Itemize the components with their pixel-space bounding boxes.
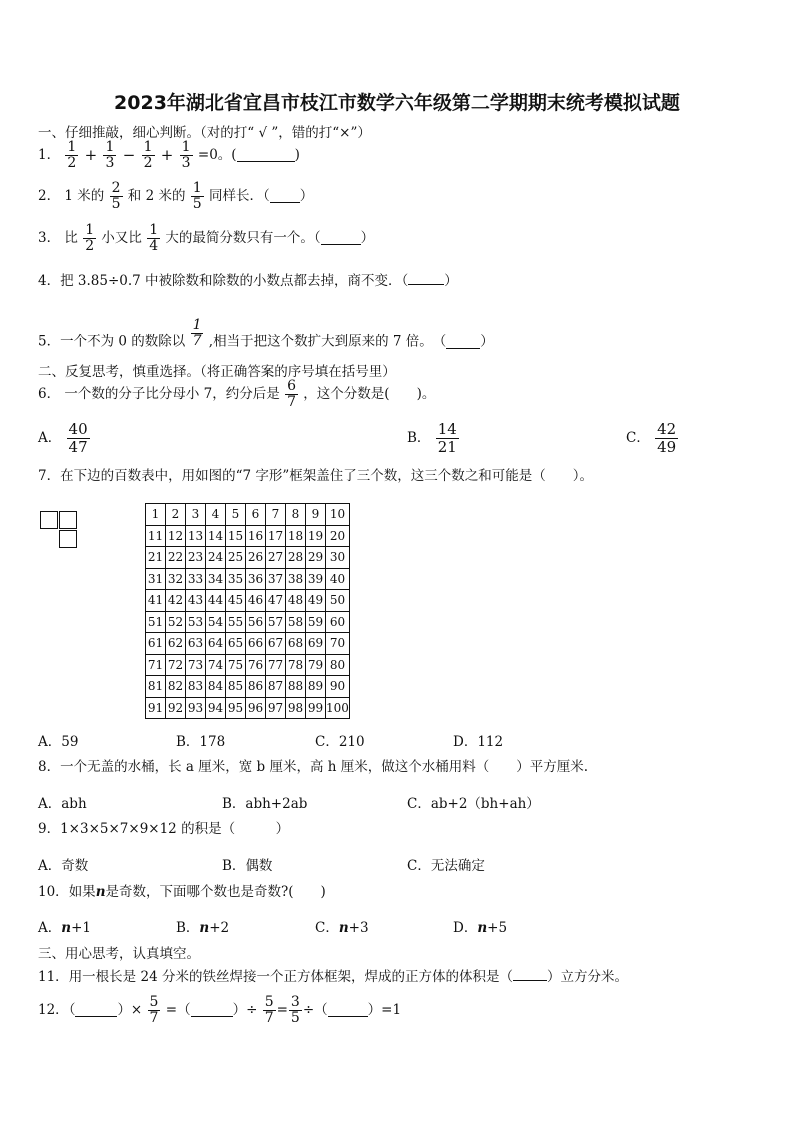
table-cell: 64 bbox=[206, 633, 226, 655]
option-variable: n bbox=[61, 920, 72, 936]
section-2-heading: 二、反复思考，慎重选择。（将正确答案的序号填在括号里） bbox=[38, 364, 396, 380]
table-cell: 21 bbox=[146, 547, 166, 569]
table-cell: 94 bbox=[206, 697, 226, 719]
option-frac: $\frac{42}{49}$ bbox=[657, 420, 677, 456]
table-cell: 52 bbox=[166, 611, 186, 633]
table-cell: 3 bbox=[186, 504, 206, 526]
table-cell: 12 bbox=[166, 525, 186, 547]
table-row bbox=[146, 504, 350, 526]
table-cell: 84 bbox=[206, 676, 226, 698]
q3-text: 大的最简分数只有一个。（ bbox=[165, 229, 321, 246]
option-frac: $\frac{14}{21}$ bbox=[437, 420, 457, 456]
table-cell: 29 bbox=[306, 547, 326, 569]
table-cell: 70 bbox=[326, 633, 350, 655]
table-cell: 38 bbox=[286, 568, 306, 590]
table-cell: 87 bbox=[266, 676, 286, 698]
q8-option-a[interactable]: A．abh bbox=[38, 796, 87, 812]
q10-option-a[interactable] bbox=[38, 916, 91, 936]
question-1 bbox=[38, 140, 300, 171]
table-cell: 27 bbox=[266, 547, 286, 569]
q12-operator: ）÷ bbox=[232, 1001, 258, 1018]
q2-text: 和 2 米的 bbox=[127, 187, 186, 204]
q2-number: 2． bbox=[38, 187, 61, 204]
q11-text: ）立方分米。 bbox=[546, 969, 628, 985]
table-cell: 23 bbox=[186, 547, 206, 569]
q6-text: ，这个分数是( )。 bbox=[303, 385, 436, 402]
q7-text: 在下边的百数表中，用如图的“7 字形”框架盖住了三个数，这三个数之和可能是（ ）。 bbox=[60, 468, 594, 484]
table-cell: 75 bbox=[226, 654, 246, 676]
q1-op: + bbox=[84, 146, 98, 164]
q12-frac-2: $\frac{5}{7}$ bbox=[264, 994, 274, 1026]
table-cell: 86 bbox=[246, 676, 266, 698]
table-cell: 88 bbox=[286, 676, 306, 698]
table-cell: 46 bbox=[246, 590, 266, 612]
table-cell: 67 bbox=[266, 633, 286, 655]
q4-number: 4． bbox=[38, 273, 61, 289]
q11-text: 用一根长是 24 分米的铁丝焊接一个正方体框架，焊成的正方体的体积是（ bbox=[68, 969, 513, 985]
q9-option-a[interactable]: A．奇数 bbox=[38, 858, 89, 874]
q5-frac: $\frac{1}{7}$ bbox=[192, 317, 202, 349]
option-label: B． bbox=[407, 429, 431, 446]
q6-option-c[interactable] bbox=[626, 421, 679, 456]
q4-close: ） bbox=[444, 273, 458, 289]
table-cell: 11 bbox=[146, 525, 166, 547]
table-cell: 56 bbox=[246, 611, 266, 633]
q3-text: 小又比 bbox=[101, 229, 142, 246]
q3-number: 3． bbox=[38, 229, 61, 246]
table-cell: 43 bbox=[186, 590, 206, 612]
table-cell: 76 bbox=[246, 654, 266, 676]
table-cell: 35 bbox=[226, 568, 246, 590]
table-cell: 26 bbox=[246, 547, 266, 569]
table-cell: 17 bbox=[266, 525, 286, 547]
q12-operator: ÷（ bbox=[302, 1001, 328, 1018]
table-cell: 19 bbox=[306, 525, 326, 547]
q10-option-c[interactable] bbox=[315, 916, 369, 936]
table-row bbox=[146, 697, 350, 719]
option-expr: +2 bbox=[209, 920, 230, 936]
table-cell: 98 bbox=[286, 697, 306, 719]
question-3 bbox=[38, 223, 374, 254]
q6-number: 6． bbox=[38, 385, 61, 402]
table-cell: 32 bbox=[166, 568, 186, 590]
table-cell: 69 bbox=[306, 633, 326, 655]
q12-operator: = bbox=[276, 1001, 288, 1018]
q3-close: ） bbox=[360, 229, 375, 246]
q8-number: 8． bbox=[38, 759, 61, 775]
table-cell: 45 bbox=[226, 590, 246, 612]
option-expr: +1 bbox=[71, 920, 91, 936]
table-cell: 44 bbox=[206, 590, 226, 612]
table-cell: 71 bbox=[146, 654, 166, 676]
table-cell: 78 bbox=[286, 654, 306, 676]
q6-text: 一个数的分子比分母小 7，约分后是 bbox=[64, 385, 280, 402]
q1-close: ) bbox=[294, 146, 300, 163]
q7-option-a[interactable]: A．59 bbox=[38, 734, 79, 750]
table-cell: 68 bbox=[286, 633, 306, 655]
q5-text: 一个不为 0 的数除以 bbox=[60, 333, 186, 350]
table-cell: 41 bbox=[146, 590, 166, 612]
table-cell: 66 bbox=[246, 633, 266, 655]
table-cell: 63 bbox=[186, 633, 206, 655]
q6-option-a[interactable] bbox=[38, 421, 91, 456]
table-cell: 90 bbox=[326, 676, 350, 698]
table-cell: 72 bbox=[166, 654, 186, 676]
q1-op: − bbox=[122, 146, 136, 164]
q8-option-b[interactable]: B．abh+2ab bbox=[222, 796, 308, 812]
question-10 bbox=[38, 886, 326, 900]
q1-frac-2: $\frac{1}{3}$ bbox=[105, 139, 115, 171]
option-variable: n bbox=[477, 920, 488, 936]
table-cell: 48 bbox=[286, 590, 306, 612]
table-cell: 6 bbox=[246, 504, 266, 526]
table-cell: 77 bbox=[266, 654, 286, 676]
hundred-chart bbox=[145, 503, 350, 719]
table-cell: 57 bbox=[266, 611, 286, 633]
q1-tail: =0。( bbox=[197, 146, 237, 163]
table-row bbox=[146, 633, 350, 655]
section-3-heading: 三、用心思考，认真填空。 bbox=[38, 946, 200, 962]
table-cell: 97 bbox=[266, 697, 286, 719]
answer-blank[interactable] bbox=[191, 1004, 233, 1017]
question-4 bbox=[38, 272, 458, 289]
answer-blank[interactable] bbox=[328, 1004, 368, 1017]
table-cell: 95 bbox=[226, 697, 246, 719]
q12-number: 12． bbox=[38, 1001, 69, 1018]
answer-blank[interactable] bbox=[408, 272, 444, 285]
table-cell: 30 bbox=[326, 547, 350, 569]
table-cell: 18 bbox=[286, 525, 306, 547]
table-row bbox=[146, 590, 350, 612]
table-cell: 73 bbox=[186, 654, 206, 676]
table-cell: 31 bbox=[146, 568, 166, 590]
question-5 bbox=[38, 318, 494, 349]
answer-blank[interactable] bbox=[75, 1004, 117, 1017]
q9-number: 9． bbox=[38, 821, 61, 837]
table-row bbox=[146, 547, 350, 569]
table-row bbox=[146, 525, 350, 547]
table-cell: 80 bbox=[326, 654, 350, 676]
table-cell: 33 bbox=[186, 568, 206, 590]
table-cell: 28 bbox=[286, 547, 306, 569]
q3-text: 比 bbox=[64, 229, 78, 246]
q10-text: 是奇数，下面哪个数也是奇数?( ) bbox=[105, 884, 326, 900]
table-cell: 37 bbox=[266, 568, 286, 590]
table-cell: 42 bbox=[166, 590, 186, 612]
question-12 bbox=[38, 995, 401, 1026]
table-cell: 10 bbox=[326, 504, 350, 526]
answer-blank[interactable] bbox=[237, 149, 295, 162]
q5-number: 5． bbox=[38, 333, 61, 350]
q6-option-b[interactable] bbox=[407, 421, 460, 456]
q12-frac-3: $\frac{3}{5}$ bbox=[290, 994, 300, 1026]
table-cell: 4 bbox=[206, 504, 226, 526]
q12-frac-1: $\frac{5}{7}$ bbox=[149, 994, 159, 1026]
option-label: B． bbox=[176, 920, 200, 936]
table-cell: 61 bbox=[146, 633, 166, 655]
table-cell: 59 bbox=[306, 611, 326, 633]
q12-operator: ）=1 bbox=[367, 1001, 402, 1018]
question-9 bbox=[38, 823, 289, 837]
table-cell: 25 bbox=[226, 547, 246, 569]
q12-operator: ）× bbox=[117, 1001, 143, 1018]
table-cell: 55 bbox=[226, 611, 246, 633]
q8-option-c[interactable]: C．ab+2（bh+ah） bbox=[407, 796, 540, 812]
table-cell: 39 bbox=[306, 568, 326, 590]
q1-number: 1． bbox=[38, 146, 61, 163]
table-cell: 74 bbox=[206, 654, 226, 676]
q7-option-c[interactable]: C．210 bbox=[315, 734, 365, 750]
table-cell: 24 bbox=[206, 547, 226, 569]
table-cell: 58 bbox=[286, 611, 306, 633]
q1-op: + bbox=[160, 146, 174, 164]
table-cell: 92 bbox=[166, 697, 186, 719]
table-cell: 96 bbox=[246, 697, 266, 719]
table-cell: 40 bbox=[326, 568, 350, 590]
table-cell: 16 bbox=[246, 525, 266, 547]
table-cell: 14 bbox=[206, 525, 226, 547]
q9-option-b[interactable]: B．偶数 bbox=[222, 858, 273, 874]
section-1-heading: 一、仔细推敲，细心判断。（对的打“ √ ”，错的打“×”） bbox=[38, 125, 371, 141]
table-cell: 53 bbox=[186, 611, 206, 633]
q11-number: 11． bbox=[38, 969, 69, 985]
option-expr: +5 bbox=[487, 920, 508, 936]
question-7 bbox=[38, 470, 593, 484]
option-label: C． bbox=[315, 920, 339, 936]
q1-frac-3: $\frac{1}{2}$ bbox=[143, 139, 153, 171]
q2-frac-2: $\frac{1}{5}$ bbox=[192, 180, 202, 212]
q7-number: 7． bbox=[38, 468, 61, 484]
seven-shape-frame-icon bbox=[40, 511, 80, 551]
table-cell: 50 bbox=[326, 590, 350, 612]
table-cell: 81 bbox=[146, 676, 166, 698]
question-2 bbox=[38, 181, 313, 212]
answer-blank[interactable] bbox=[270, 190, 300, 203]
q12-paren: （ bbox=[68, 1001, 76, 1018]
option-label: A． bbox=[38, 429, 62, 446]
q5-close: ） bbox=[480, 333, 494, 350]
option-label: A． bbox=[38, 920, 62, 936]
q2-frac-1: $\frac{2}{5}$ bbox=[111, 180, 121, 212]
table-cell: 85 bbox=[226, 676, 246, 698]
table-cell: 20 bbox=[326, 525, 350, 547]
q1-frac-4: $\frac{1}{3}$ bbox=[181, 139, 191, 171]
answer-blank[interactable] bbox=[513, 968, 547, 981]
table-cell: 62 bbox=[166, 633, 186, 655]
table-cell: 47 bbox=[266, 590, 286, 612]
q3-frac-2: $\frac{1}{4}$ bbox=[149, 222, 159, 254]
question-6 bbox=[38, 379, 435, 410]
question-8 bbox=[38, 761, 588, 775]
answer-blank[interactable] bbox=[321, 232, 361, 245]
table-cell: 93 bbox=[186, 697, 206, 719]
table-cell: 82 bbox=[166, 676, 186, 698]
table-cell: 60 bbox=[326, 611, 350, 633]
q8-text: 一个无盖的水桶，长 a 厘米，宽 b 厘米，高 h 厘米，做这个水桶用料（ ）平方厘米. bbox=[60, 759, 589, 775]
q7-option-d[interactable]: D．112 bbox=[453, 734, 504, 750]
table-cell: 79 bbox=[306, 654, 326, 676]
table-cell: 15 bbox=[226, 525, 246, 547]
option-label: D． bbox=[453, 920, 478, 936]
q12-operator: =（ bbox=[165, 1001, 191, 1018]
q10-variable: n bbox=[95, 884, 106, 900]
table-cell: 9 bbox=[306, 504, 326, 526]
table-cell: 7 bbox=[266, 504, 286, 526]
option-label: C． bbox=[626, 429, 650, 446]
q10-text: 如果 bbox=[68, 884, 96, 900]
q10-number: 10． bbox=[38, 884, 69, 900]
table-cell: 83 bbox=[186, 676, 206, 698]
q6-frac: $\frac{6}{7}$ bbox=[287, 378, 296, 410]
q5-text: ,相当于把这个数扩大到原来的 7 倍。 （ bbox=[208, 333, 447, 350]
q2-text: 同样长．（ bbox=[208, 187, 270, 204]
q1-frac-1: $\frac{1}{2}$ bbox=[67, 139, 77, 171]
q3-frac-1: $\frac{1}{2}$ bbox=[85, 222, 95, 254]
table-row bbox=[146, 568, 350, 590]
table-cell: 54 bbox=[206, 611, 226, 633]
q2-text: 1 米的 bbox=[64, 187, 105, 204]
table-cell: 89 bbox=[306, 676, 326, 698]
table-cell: 13 bbox=[186, 525, 206, 547]
option-variable: n bbox=[199, 920, 210, 936]
table-cell: 99 bbox=[306, 697, 326, 719]
table-row bbox=[146, 654, 350, 676]
q4-text: 把 3.85÷0.7 中被除数和除数的小数点都去掉，商不变．（ bbox=[60, 273, 409, 289]
page-title: 2023年湖北省宜昌市枝江市数学六年级第二学期期末统考模拟试题 bbox=[114, 92, 680, 114]
table-cell: 1 bbox=[146, 504, 166, 526]
q2-close: ） bbox=[299, 187, 314, 204]
table-cell: 5 bbox=[226, 504, 246, 526]
table-row bbox=[146, 611, 350, 633]
table-cell: 8 bbox=[286, 504, 306, 526]
table-cell: 91 bbox=[146, 697, 166, 719]
option-variable: n bbox=[338, 920, 349, 936]
table-row bbox=[146, 676, 350, 698]
table-cell: 51 bbox=[146, 611, 166, 633]
q9-text: 1×3×5×7×9×12 的积是（ ） bbox=[60, 821, 290, 837]
q7-option-b[interactable]: B．178 bbox=[176, 734, 226, 750]
q10-option-b[interactable] bbox=[176, 916, 229, 936]
table-cell: 65 bbox=[226, 633, 246, 655]
table-cell: 49 bbox=[306, 590, 326, 612]
table-cell: 34 bbox=[206, 568, 226, 590]
option-frac: $\frac{40}{47}$ bbox=[68, 420, 88, 456]
question-11 bbox=[38, 968, 628, 985]
q9-option-c[interactable]: C．无法确定 bbox=[407, 858, 485, 874]
table-cell: 2 bbox=[166, 504, 186, 526]
table-cell: 36 bbox=[246, 568, 266, 590]
table-cell: 22 bbox=[166, 547, 186, 569]
table-cell: 100 bbox=[326, 697, 350, 719]
q10-option-d[interactable] bbox=[453, 916, 507, 936]
answer-blank[interactable] bbox=[446, 336, 480, 349]
option-expr: +3 bbox=[348, 920, 369, 936]
